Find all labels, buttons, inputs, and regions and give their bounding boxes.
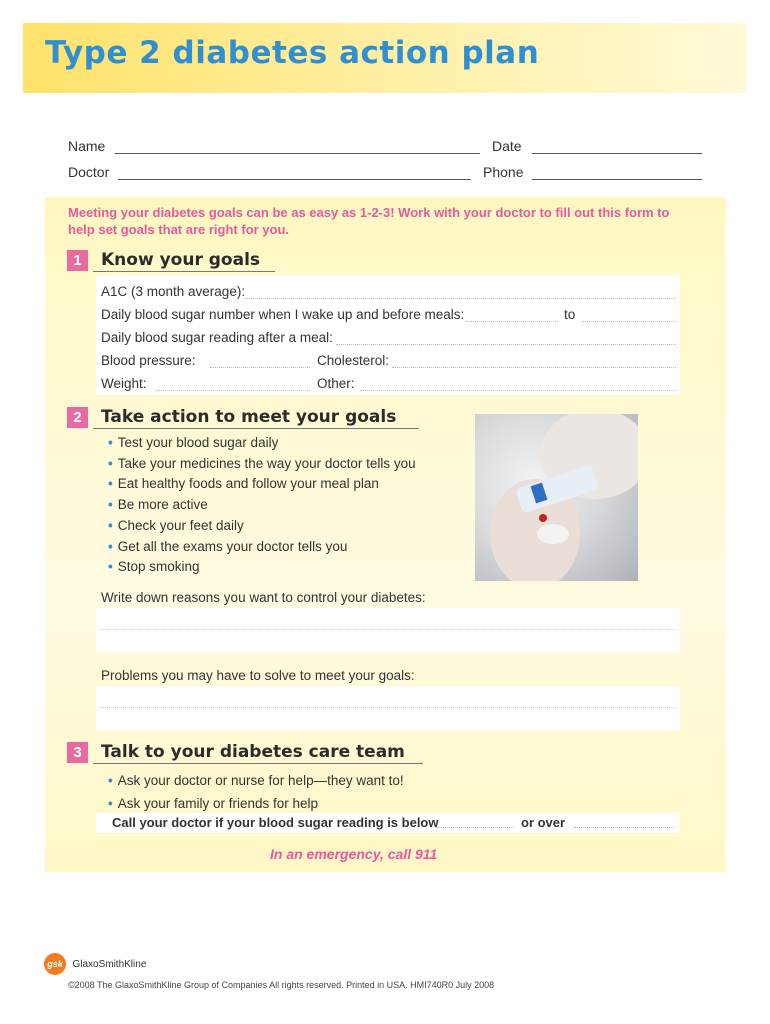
phone-label: Phone xyxy=(483,164,524,180)
section-2-title: Take action to meet your goals xyxy=(101,407,397,427)
list-item xyxy=(108,537,416,558)
list-item xyxy=(108,454,416,475)
or-over-label: or over xyxy=(521,815,566,830)
list-item xyxy=(108,557,416,578)
list-item-text: Ask your doctor or nurse for help—they want to! xyxy=(117,773,404,788)
section-1-title: Know your goals xyxy=(101,250,261,270)
footer-text: ©2008 The GlaxoSmithKline Group of Companies All rights reserved. Printed in USA. HMI740R0 July 2008 xyxy=(68,980,495,990)
section-2-number: 2 xyxy=(67,407,88,428)
section-3-number: 3 xyxy=(67,742,88,763)
bullet-icon: • xyxy=(108,559,113,575)
fasting-min-field[interactable] xyxy=(466,321,558,322)
blood-pressure-field[interactable] xyxy=(210,367,310,368)
after-meal-field[interactable] xyxy=(336,344,676,345)
reasons-label: Write down reasons you want to control your diabetes: xyxy=(101,590,426,605)
bullet-icon: • xyxy=(108,476,113,492)
section-1-underline xyxy=(93,271,275,272)
list-item xyxy=(108,495,416,516)
a1c-label: A1C (3 month average): xyxy=(101,284,246,299)
bullet-icon: • xyxy=(108,773,113,788)
call-below-label: Call your doctor if your blood sugar reading is below xyxy=(112,815,439,830)
title-banner xyxy=(23,23,747,93)
bullet-icon: • xyxy=(108,435,113,450)
page-title: Type 2 diabetes action plan xyxy=(45,35,540,71)
section-2-underline xyxy=(93,428,419,429)
list-item xyxy=(108,516,416,537)
date-label: Date xyxy=(492,138,522,154)
doctor-field[interactable] xyxy=(118,179,471,180)
date-field[interactable] xyxy=(532,153,702,154)
list-item-text: Take your medicines the way your doctor tells you xyxy=(117,455,416,471)
gsk-logo xyxy=(44,953,146,975)
after-meal-label: Daily blood sugar reading after a meal: xyxy=(101,330,333,345)
a1c-field[interactable] xyxy=(244,298,676,299)
name-label: Name xyxy=(68,138,106,154)
intro-text: Meeting your diabetes goals can be as easy as 1-2-3! Work with your doctor to fill out this form to help set goals that are right for you. xyxy=(68,205,670,237)
list-item-text: Ask your family or friends for help xyxy=(117,796,319,811)
fasting-label: Daily blood sugar number when I wake up and before meals: xyxy=(101,307,465,322)
bullet-icon: • xyxy=(108,538,113,554)
blood-pressure-label: Blood pressure: xyxy=(101,353,196,368)
gsk-logo-mark: gsk xyxy=(44,953,66,975)
list-item-text: Eat healthy foods and follow your meal plan xyxy=(117,476,379,492)
doctor-label: Doctor xyxy=(68,164,110,180)
phone-field[interactable] xyxy=(532,179,702,180)
list-item-text: Stop smoking xyxy=(117,559,200,575)
care-team-list xyxy=(108,769,404,815)
weight-field[interactable] xyxy=(156,390,310,391)
bullet-icon: • xyxy=(108,497,113,513)
name-field[interactable] xyxy=(115,153,480,154)
other-field[interactable] xyxy=(360,390,676,391)
list-item-text: Get all the exams your doctor tells you xyxy=(117,538,348,554)
emergency-text: In an emergency, call 911 xyxy=(270,846,438,862)
section-1-number: 1 xyxy=(67,250,88,271)
fasting-to-label: to xyxy=(564,307,576,322)
cholesterol-label: Cholesterol: xyxy=(317,353,390,368)
list-item xyxy=(108,769,404,792)
action-list xyxy=(108,433,416,578)
list-item-text: Check your feet daily xyxy=(117,517,244,533)
weight-label: Weight: xyxy=(101,376,147,391)
problems-field[interactable] xyxy=(96,686,680,730)
glucose-meter-photo xyxy=(475,414,638,581)
reasons-field[interactable] xyxy=(96,608,680,652)
fasting-max-field[interactable] xyxy=(582,321,676,322)
list-item-text: Test your blood sugar daily xyxy=(117,435,279,450)
list-item xyxy=(108,474,416,495)
brand-name: GlaxoSmithKline xyxy=(72,958,147,970)
section-3-title: Talk to your diabetes care team xyxy=(101,742,405,762)
list-item xyxy=(108,792,404,815)
cholesterol-field[interactable] xyxy=(392,367,676,368)
over-value-field[interactable] xyxy=(574,827,674,828)
bullet-icon: • xyxy=(108,796,113,811)
other-label: Other: xyxy=(317,376,355,391)
list-item-text: Be more active xyxy=(117,497,208,513)
call-doctor-bar xyxy=(96,813,680,833)
section-3-underline xyxy=(93,763,423,764)
below-value-field[interactable] xyxy=(436,827,514,828)
bullet-icon: • xyxy=(108,455,113,471)
problems-label: Problems you may have to solve to meet your goals: xyxy=(101,668,415,683)
bullet-icon: • xyxy=(108,517,113,533)
list-item xyxy=(108,433,416,454)
